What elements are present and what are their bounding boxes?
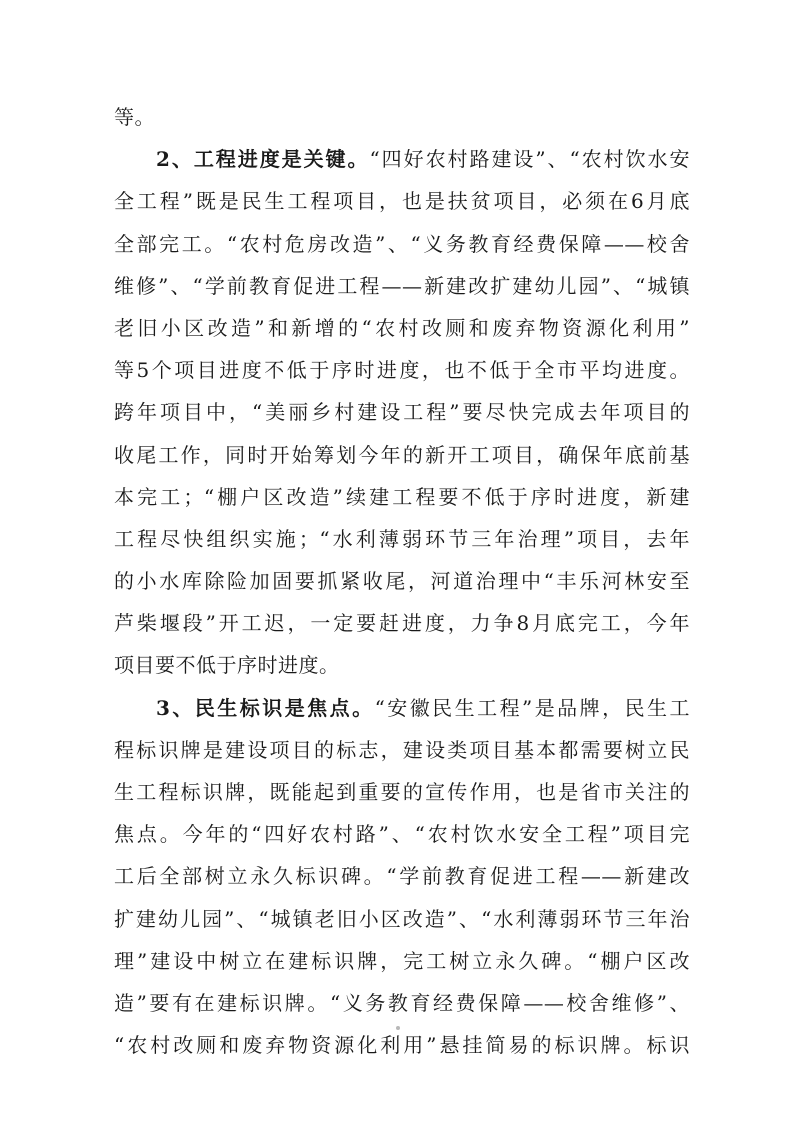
text-line: 芦柴堰段”开工迟，一定要赶进度，力争8月底完工，今年 [114,611,690,636]
paragraph-3-line [114,687,690,729]
paragraph-1-line [114,96,690,138]
text-line: 全工程”既是民生工程项目，也是扶贫项目，必须在6月底 [114,189,690,214]
text-line: 焦点。今年的“四好农村路”、“农村饮水安全工程”项目完 [114,822,690,847]
text-line: 老旧小区改造”和新增的“农村改厕和废弃物资源化利用” [114,315,690,340]
section-heading-3: 3、民生标识是焦点。 [156,695,375,720]
text-line: 理”建设中树立在建标识牌，完工树立永久碑。“棚户区改 [114,948,690,973]
text-line: 工后全部树立永久标识碑。“学前教育促进工程——新建改 [114,864,690,889]
text-line: 全部完工。“农村危房改造”、“义务教育经费保障——校舍 [114,231,690,256]
text-line: 的小水库除险加固要抓紧收尾，河道治理中“丰乐河林安至 [114,569,690,594]
section-heading-2: 2、工程进度是关键。 [156,147,370,172]
text-line: “农村改厕和废弃物资源化利用”悬挂简易的标识牌。标识 [114,1033,690,1058]
text-line: 工程尽快组织实施；“水利薄弱环节三年治理”项目，去年 [114,526,690,551]
text-line: “安徽民生工程”是品牌，民生工 [374,695,690,720]
text-line: 维修”、“学前教育促进工程——新建改扩建幼儿园”、“城镇 [114,273,690,298]
text-line: 收尾工作，同时开始筹划今年的新开工项目，确保年底前基 [114,442,690,467]
text-line: 扩建幼儿园”、“城镇老旧小区改造”、“水利薄弱环节三年治 [114,906,690,931]
text-line: 生工程标识牌，既能起到重要的宣传作用，也是省市关注的 [114,780,690,804]
text-line: 造”要有在建标识牌。“义务教育经费保障——校舍维修”、 [114,990,690,1015]
scan-speck [396,1026,400,1030]
text-line: 跨年项目中，“美丽乡村建设工程”要尽快完成去年项目的 [114,400,690,425]
text-line: 本完工；“棚户区改造”续建工程要不低于序时进度，新建 [114,484,690,509]
text-line: 程标识牌是建设项目的标志，建设类项目基本都需要树立民 [114,737,690,762]
text-line: 等5个项目进度不低于序时进度，也不低于全市平均进度。 [114,358,690,383]
paragraph-2-line [114,138,690,180]
text-line: “四好农村路建设”、“农村饮水安 [369,147,690,172]
body-text [114,96,690,1066]
text-line: 等。 [114,105,155,129]
text-line: 项目要不低于序时进度。 [114,653,340,678]
